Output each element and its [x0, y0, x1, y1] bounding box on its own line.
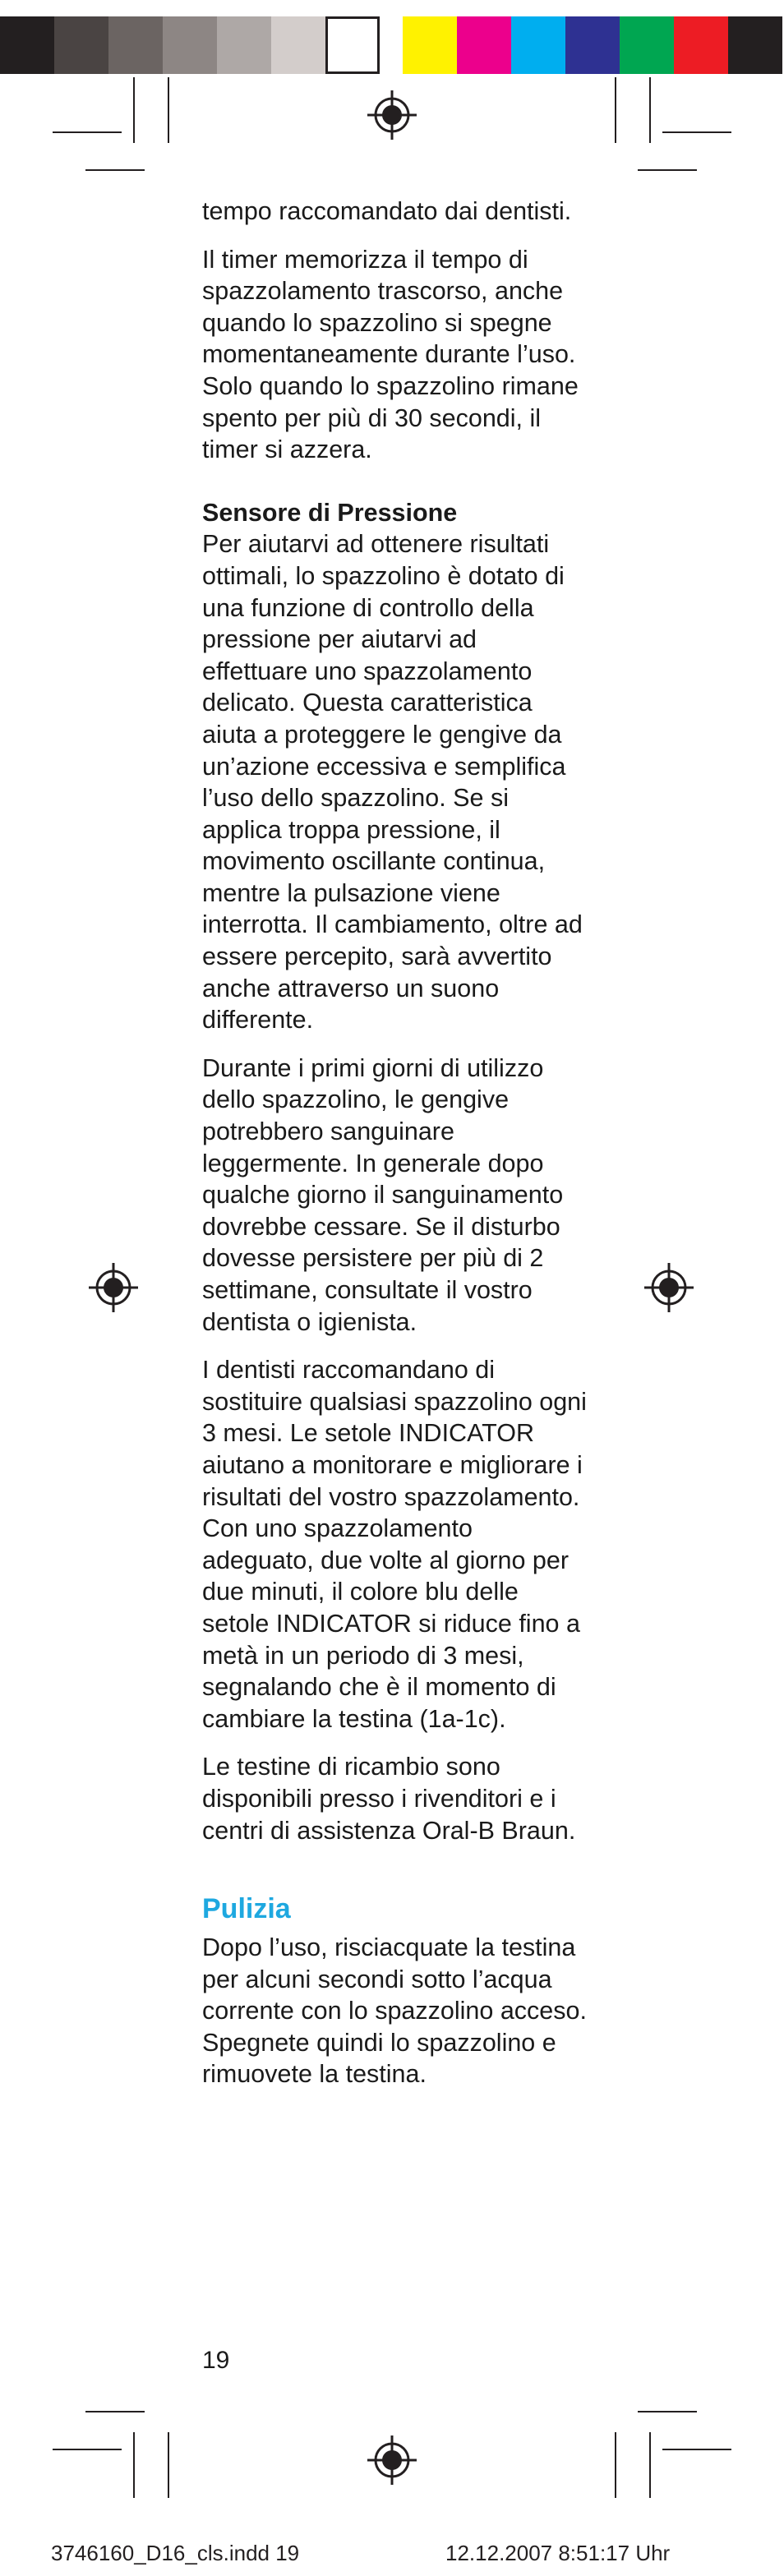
paragraph-cleaning: Dopo l’uso, risciacquate la testina per alcuni secondi sotto l’acqua corrente con lo spazzolino acceso. Spegnete quindi lo spazzolino e rimuovete la testina.	[202, 1933, 587, 2089]
color-swatch	[271, 16, 325, 74]
crop-mark	[649, 77, 651, 143]
section-pressure-sensor	[202, 497, 588, 1036]
color-swatch	[54, 16, 108, 74]
paragraph-indicator: I dentisti raccomandano di sostituire qualsiasi spazzolino ogni 3 mesi. Le setole INDICATOR aiutano a monitorare e migliorare i risultati del vostro spazzolamento. Con uno spazzolamento adeguato, due volte al giorno per due minuti, il colore blu delle setole INDICATOR si riduce fino a metà in un periodo di 3 mesi, segnalando che è il momento di cambiare la testina (1a-1c).	[202, 1356, 587, 1733]
crop-mark	[615, 77, 616, 143]
crop-mark	[615, 2432, 616, 2498]
color-swatch	[163, 16, 217, 74]
color-swatch	[217, 16, 271, 74]
crop-mark	[168, 77, 169, 143]
color-swatch	[403, 16, 457, 74]
crop-mark	[85, 2411, 145, 2412]
color-swatch	[565, 16, 620, 74]
slug-date-info: 12.12.2007 8:51:17 Uhr	[445, 2541, 671, 2565]
text-column	[202, 196, 588, 2107]
section-heading-cleaning: Pulizia	[202, 1893, 291, 1925]
color-swatch	[108, 16, 163, 74]
color-swatch	[511, 16, 565, 74]
grayscale-color-bar	[0, 16, 380, 74]
color-swatch	[674, 16, 728, 74]
crop-mark	[53, 2449, 122, 2450]
section-heading-pressure-sensor: Sensore di Pressione	[202, 498, 458, 527]
crop-mark	[85, 169, 145, 171]
paragraph-timer: Il timer memorizza il tempo di spazzolamento trascorso, anche quando lo spazzolino si spegne momentaneamente durante l’uso. Solo quando lo spazzolino rimane spento per più di 30 secondi, il timer si azzera.	[202, 245, 579, 464]
crop-mark	[133, 2432, 135, 2498]
crop-mark	[662, 131, 731, 133]
color-swatch	[620, 16, 674, 74]
color-swatch	[325, 16, 380, 74]
crop-mark	[133, 77, 135, 143]
paragraph-continuation: tempo raccomandato dai dentisti.	[202, 197, 572, 225]
paragraph-sensor: Per aiutarvi ad ottenere risultati ottimali, lo spazzolino è dotato di una funzione di controllo della pressione per aiutarvi ad effettuare uno spazzolamento delicato. Questa caratteristica aiuta a proteggere le gengive da un’azione eccessiva e semplifica l’uso dello spazzolino. Se si applica troppa pressione, il movimento oscillante continua, mentre la pulsazione viene interrotta. Il cambiamento, oltre ad essere percepito, sarà avvertito anche attraverso un suono differente.	[202, 530, 583, 1035]
page-number: 19	[202, 2347, 230, 2374]
registration-mark-icon	[367, 2435, 417, 2485]
crop-mark	[168, 2432, 169, 2498]
crop-mark	[53, 131, 122, 133]
paragraph-replacement: Le testine di ricambio sono disponibili presso i rivenditori e i centri di assistenza Oral-B Braun.	[202, 1753, 576, 1845]
color-swatch	[728, 16, 782, 74]
crop-mark	[638, 169, 697, 171]
crop-mark	[662, 2449, 731, 2450]
crop-mark	[649, 2432, 651, 2498]
cmyk-color-bar	[403, 16, 782, 74]
color-swatch	[457, 16, 511, 74]
crop-mark	[638, 2411, 697, 2412]
registration-mark-icon	[367, 90, 417, 140]
registration-mark-icon	[644, 1263, 694, 1312]
slug-file-info: 3746160_D16_cls.indd 19	[51, 2541, 300, 2565]
color-swatch	[0, 16, 54, 74]
paragraph-gums: Durante i primi giorni di utilizzo dello spazzolino, le gengive potrebbero sanguinare leggermente. In generale dopo qualche giorno il sanguinamento dovrebbe cessare. Se il disturbo dovesse persistere per più di 2 settimane, consultate il vostro dentista o igienista.	[202, 1053, 564, 1336]
registration-mark-icon	[89, 1263, 138, 1312]
